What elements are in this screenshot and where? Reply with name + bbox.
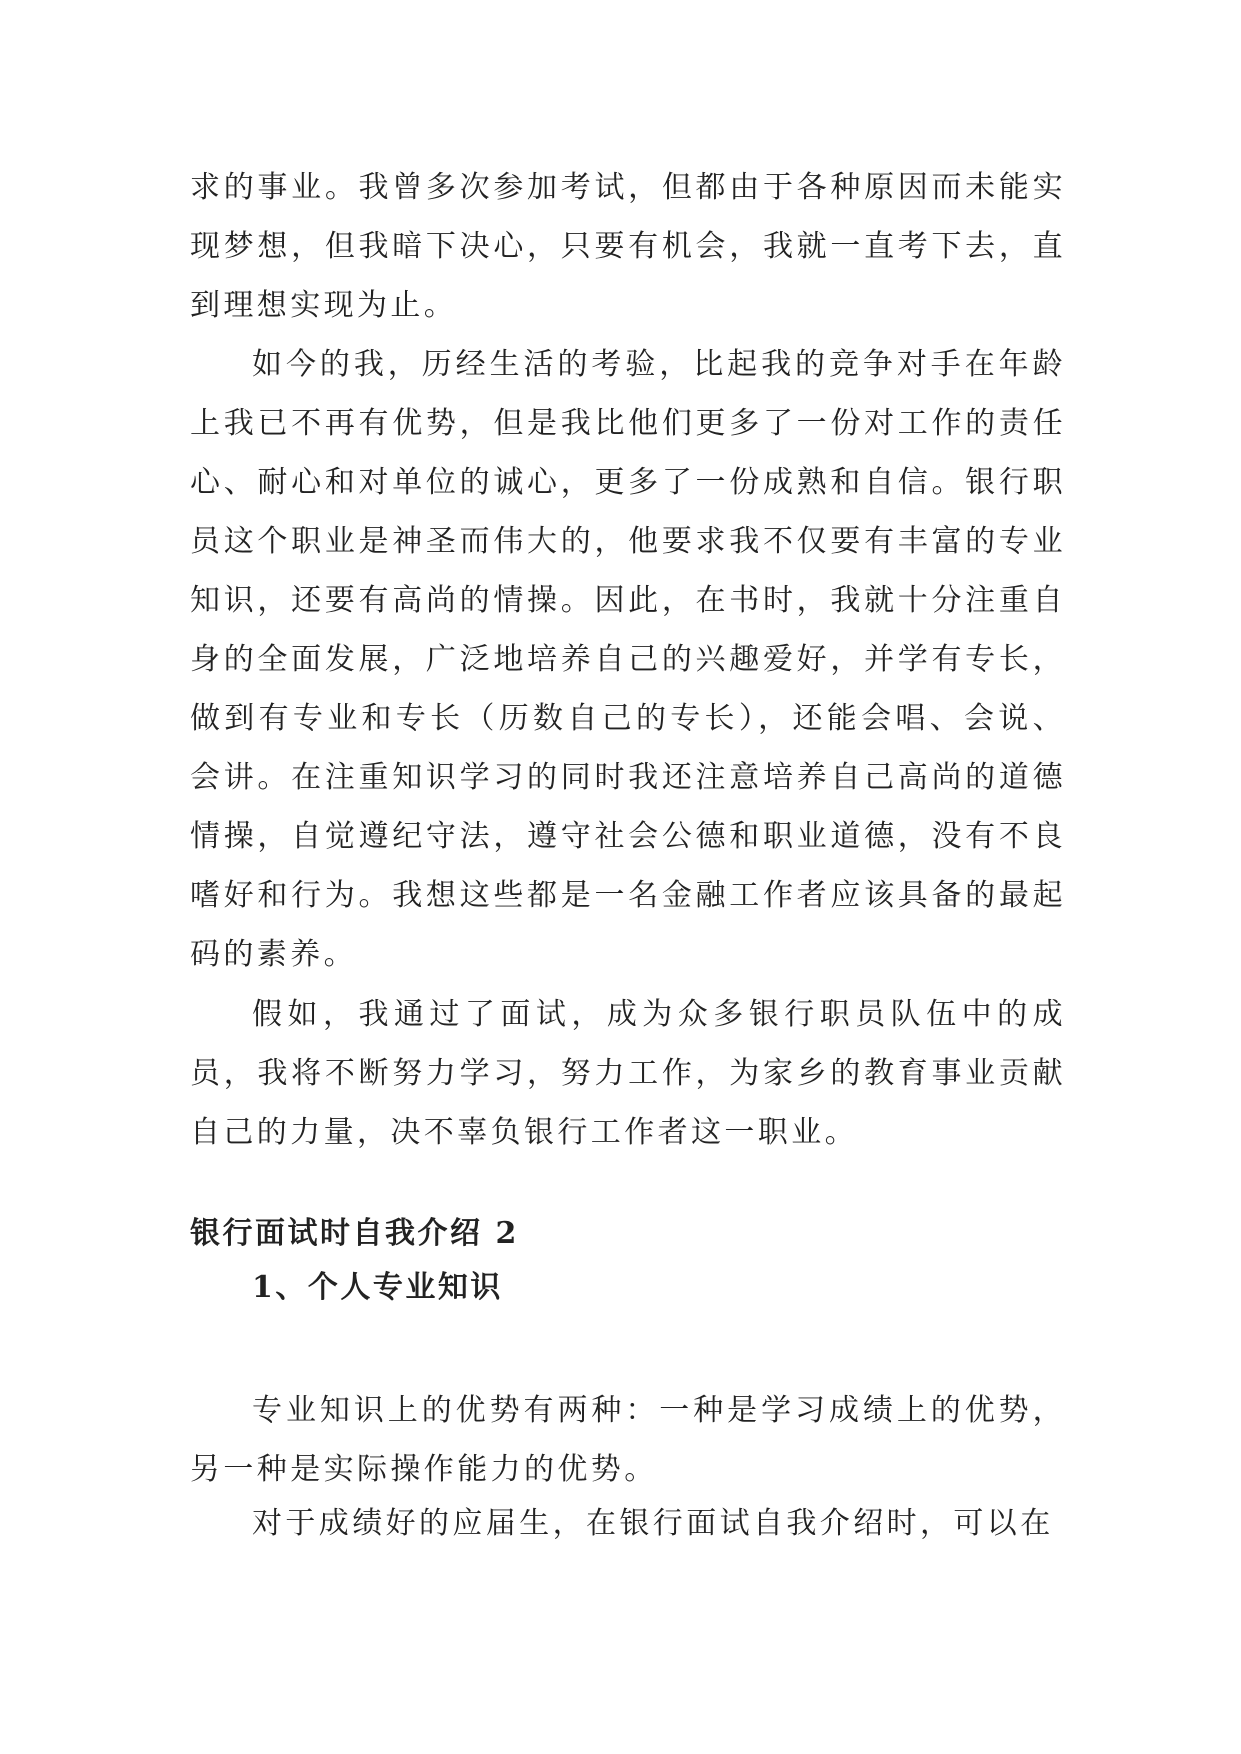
paragraph-self-description: 如今的我，历经生活的考验，比起我的竞争对手在年龄上我已不再有优势，但是我比他们更多了一份对工作的责任心、耐心和对单位的诚心，更多了一份成熟和自信。银行职员这个职业是神圣而伟大的，他要求我不仅要有丰富的专业知识，还要有高尚的情操。因此，在书时，我就十分注重自身的全面发展，广泛地培养自己的兴趣爱好，并学有专长，做到有专业和专长（历数自己的专长），还能会唱、会说、会讲。在注重知识学习的同时我还注意培养自己高尚的道德情操，自觉遵纪守法，遵守社会公德和职业道德，没有不良嗜好和行为。我想这些都是一名金融工作者应该具备的最起码的素养。 (190, 347, 1066, 972)
paragraph-graduates: 对于成绩好的应届生，在银行面试自我介绍时，可以在 (252, 1506, 1054, 1541)
paragraph-knowledge-advantages: 专业知识上的优势有两种：一种是学习成绩上的优势，另一种是实际操作能力的优势。 (190, 1393, 1066, 1487)
sub-heading: 1、个人专业知识 (252, 1270, 503, 1305)
paragraph-closing: 假如，我通过了面试，成为众多银行职员队伍中的成员，我将不断努力学习，努力工作，为家乡的教育事业贡献自己的力量，决不辜负银行工作者这一职业。 (190, 997, 1066, 1150)
paragraph-continuation: 求的事业。我曾多次参加考试，但都由于各种原因而未能实现梦想，但我暗下决心，只要有机会，我就一直考下去，直到理想实现为止。 (190, 170, 1066, 323)
section-title: 银行面试时自我介绍 2 (190, 1216, 519, 1251)
